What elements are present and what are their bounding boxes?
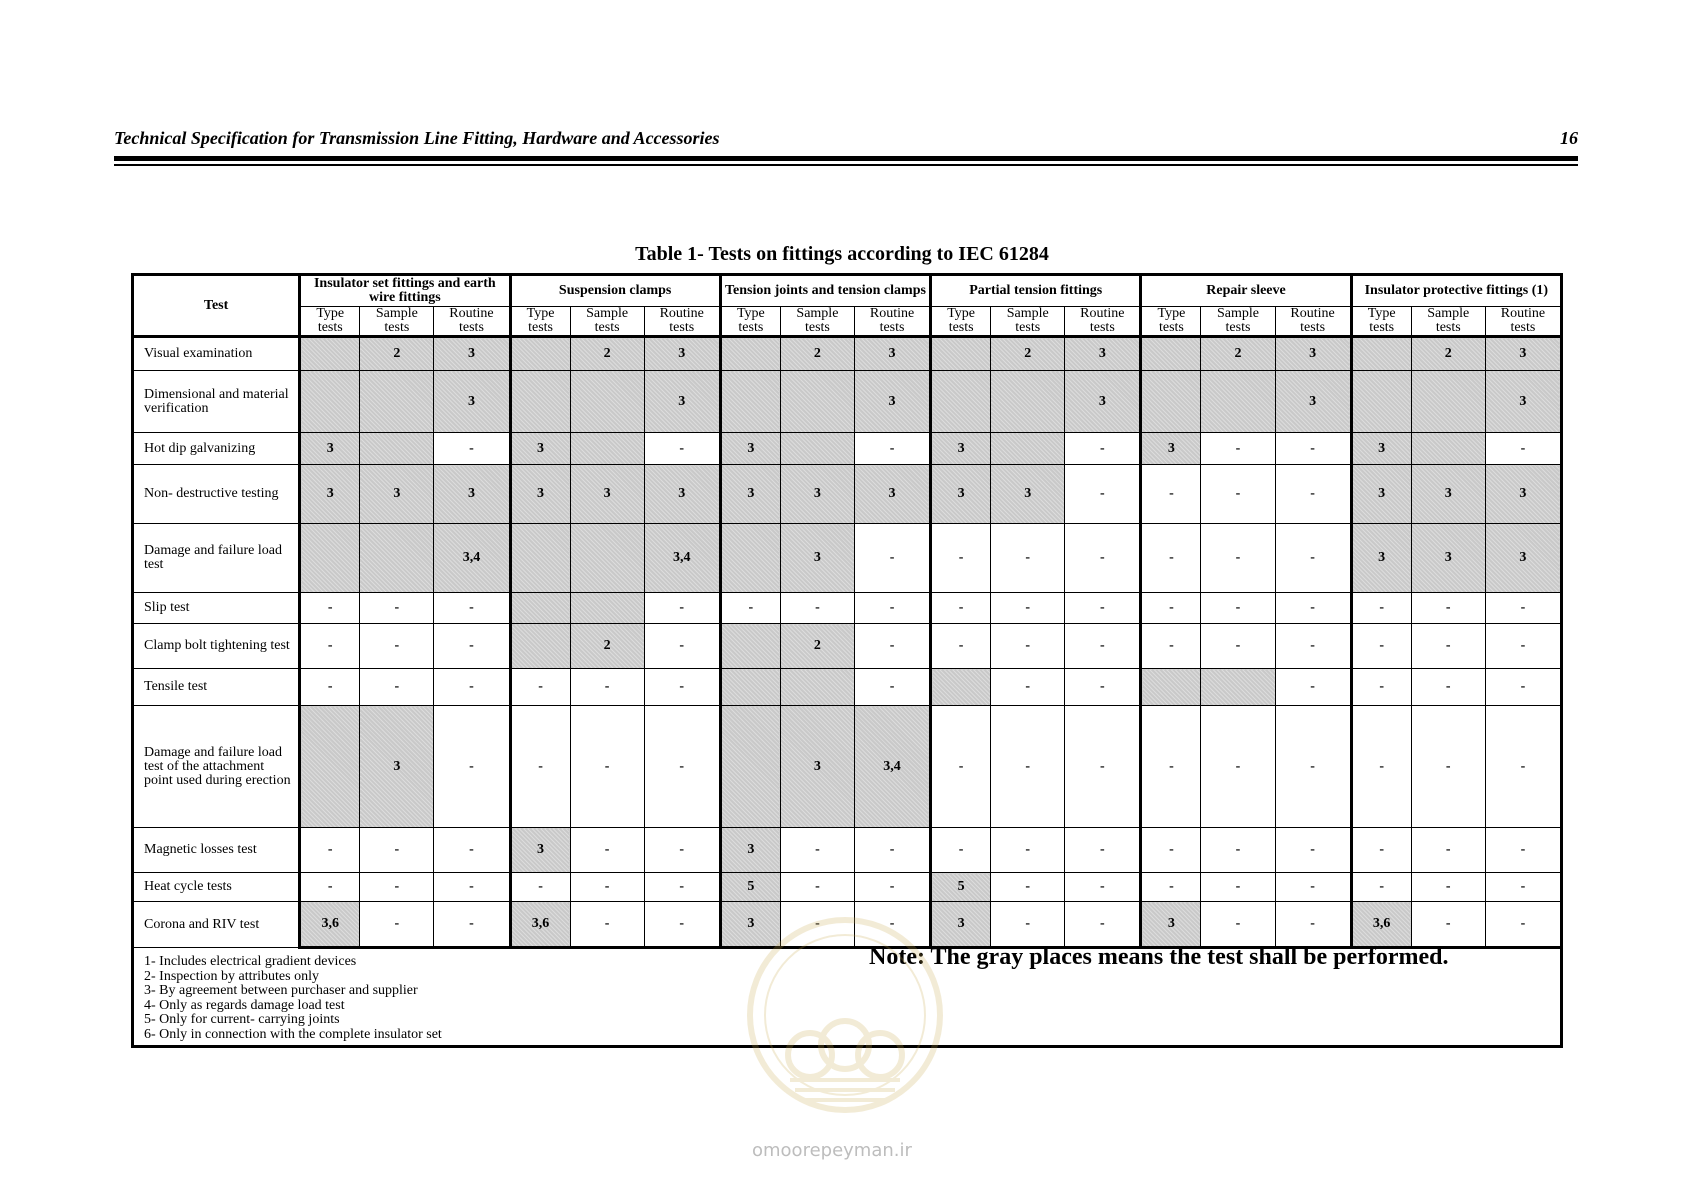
table-cell: -	[644, 593, 720, 624]
test-name: Damage and failure load test of the attachment point used during erection	[133, 706, 300, 828]
table-cell: -	[991, 873, 1065, 902]
table-cell	[780, 669, 854, 706]
table-cell: -	[300, 593, 360, 624]
table-cell: 2	[780, 624, 854, 669]
sub-header: Sample tests	[570, 307, 644, 337]
group-header: Repair sleeve	[1141, 275, 1351, 307]
sub-header: Routine tests	[1485, 307, 1561, 337]
table-cell: -	[1141, 873, 1201, 902]
table-cell: 3	[720, 465, 780, 524]
table-cell: 3	[570, 465, 644, 524]
table-cell: 2	[360, 337, 434, 371]
footnote: 4- Only as regards damage load test	[144, 997, 345, 1013]
table-cell: -	[1485, 624, 1561, 669]
table-cell: -	[931, 624, 991, 669]
table-cell: -	[1201, 828, 1275, 873]
table-cell: -	[1275, 624, 1351, 669]
table-cell: -	[1201, 524, 1275, 593]
table-cell: -	[1201, 873, 1275, 902]
table-cell: -	[1485, 669, 1561, 706]
table-cell: -	[1141, 593, 1201, 624]
table-cell: 3	[991, 465, 1065, 524]
table-cell: -	[991, 706, 1065, 828]
table-row	[133, 669, 1562, 706]
table-cell: -	[360, 669, 434, 706]
table-cell	[510, 624, 570, 669]
table-title: Table 1- Tests on fittings according to IEC 61284	[635, 243, 1049, 265]
table-cell: -	[1201, 902, 1275, 948]
table-cell: -	[360, 902, 434, 948]
table-cell: 3,4	[854, 706, 930, 828]
table-cell: 3	[1411, 524, 1485, 593]
table-cell	[360, 433, 434, 465]
table-cell: 3	[1485, 371, 1561, 433]
table-cell: 3	[1351, 524, 1411, 593]
table-cell: -	[854, 524, 930, 593]
table-cell: 3	[1351, 465, 1411, 524]
table-cell: 2	[570, 337, 644, 371]
table-cell: 3	[780, 524, 854, 593]
table-cell: 3	[300, 433, 360, 465]
table-cell: 3,4	[434, 524, 510, 593]
table-cell: 3	[1065, 337, 1141, 371]
table-cell: -	[1351, 873, 1411, 902]
table-cell	[1201, 371, 1275, 433]
gray-places-note: Note: The gray places means the test shall be performed.	[869, 947, 1449, 970]
table-cell: 3	[1485, 524, 1561, 593]
table-cell: -	[644, 902, 720, 948]
table-row	[133, 524, 1562, 593]
table-cell: -	[1411, 902, 1485, 948]
group-header: Partial tension fittings	[931, 275, 1141, 307]
table-cell: -	[1411, 873, 1485, 902]
table-cell: 2	[570, 624, 644, 669]
table-cell: 3	[931, 902, 991, 948]
table-cell: -	[434, 873, 510, 902]
table-cell	[931, 371, 991, 433]
table-cell: -	[991, 624, 1065, 669]
document-title: Technical Specification for Transmission Line Fitting, Hardware and Accessories	[114, 128, 720, 148]
table-cell: 3	[720, 433, 780, 465]
table-cell: -	[1065, 433, 1141, 465]
table-cell: -	[1275, 465, 1351, 524]
sub-header: Sample tests	[1411, 307, 1485, 337]
table-row	[133, 337, 1562, 371]
table-cell	[720, 337, 780, 371]
sub-header: Sample tests	[780, 307, 854, 337]
table-cell: 3	[1275, 371, 1351, 433]
table-cell	[570, 593, 644, 624]
table-cell	[780, 433, 854, 465]
table-cell: -	[510, 873, 570, 902]
table-cell: -	[1411, 706, 1485, 828]
table-cell	[510, 524, 570, 593]
table-cell: 5	[931, 873, 991, 902]
table-cell	[570, 524, 644, 593]
table-cell: 3,6	[510, 902, 570, 948]
table-cell: -	[1275, 902, 1351, 948]
test-name: Visual examination	[133, 337, 300, 371]
table-cell: -	[1065, 465, 1141, 524]
table-cell: 3	[510, 433, 570, 465]
footnote: 6- Only in connection with the complete insulator set	[144, 1026, 442, 1042]
table-cell: 3	[1141, 902, 1201, 948]
watermark-text: omoorepeyman.ir	[752, 1140, 912, 1161]
table-cell: 3	[854, 371, 930, 433]
table-cell: 3	[1485, 465, 1561, 524]
table-cell: 3	[931, 433, 991, 465]
table-cell: -	[1351, 669, 1411, 706]
table-cell: 3,6	[300, 902, 360, 948]
table-cell: -	[300, 624, 360, 669]
sub-header: Routine tests	[434, 307, 510, 337]
table-cell: -	[1065, 902, 1141, 948]
table-cell: -	[720, 593, 780, 624]
table-cell: 3	[644, 371, 720, 433]
table-cell	[300, 706, 360, 828]
table-cell: -	[1275, 828, 1351, 873]
table-cell: 2	[1201, 337, 1275, 371]
table-cell: -	[1141, 465, 1201, 524]
table-cell: -	[931, 828, 991, 873]
table-cell: -	[854, 669, 930, 706]
table-cell: 3,6	[1351, 902, 1411, 948]
table-cell: -	[360, 593, 434, 624]
sub-header: Type tests	[931, 307, 991, 337]
table-cell	[931, 337, 991, 371]
table-cell: 3	[644, 465, 720, 524]
table-cell: -	[854, 828, 930, 873]
table-cell	[300, 524, 360, 593]
table-row	[133, 371, 1562, 433]
sub-header: Type tests	[1351, 307, 1411, 337]
table-cell: -	[780, 593, 854, 624]
table-cell: -	[360, 828, 434, 873]
test-column-header: Test	[133, 275, 300, 337]
table-row	[133, 465, 1562, 524]
sub-header: Type tests	[300, 307, 360, 337]
table-cell: -	[434, 669, 510, 706]
table-cell: -	[1201, 624, 1275, 669]
table-cell: -	[931, 593, 991, 624]
table-cell: -	[780, 902, 854, 948]
table-cell: -	[854, 902, 930, 948]
table-cell: -	[1351, 828, 1411, 873]
table-cell: -	[1275, 706, 1351, 828]
table-cell: -	[360, 873, 434, 902]
table-row	[133, 624, 1562, 669]
table-cell: -	[644, 828, 720, 873]
table-cell: -	[991, 524, 1065, 593]
table-cell: -	[854, 624, 930, 669]
table-cell: -	[1485, 593, 1561, 624]
table-cell: -	[1275, 873, 1351, 902]
table-cell: 3	[360, 465, 434, 524]
table-cell	[1351, 371, 1411, 433]
table-cell	[1141, 669, 1201, 706]
table-cell: 3	[434, 465, 510, 524]
table-cell: -	[1485, 706, 1561, 828]
test-name: Tensile test	[133, 669, 300, 706]
table-row	[133, 706, 1562, 828]
table-cell: -	[1065, 669, 1141, 706]
table-cell: 3	[1411, 465, 1485, 524]
table-cell: 3	[720, 902, 780, 948]
table-cell: -	[1351, 624, 1411, 669]
table-row	[133, 593, 1562, 624]
sub-header: Routine tests	[1275, 307, 1351, 337]
table-cell	[991, 433, 1065, 465]
table-cell: -	[1411, 624, 1485, 669]
table-cell: -	[644, 624, 720, 669]
table-cell: -	[434, 706, 510, 828]
table-cell: -	[644, 433, 720, 465]
table-cell: -	[1275, 669, 1351, 706]
table-cell: -	[434, 433, 510, 465]
table-cell: -	[1411, 669, 1485, 706]
table-cell: -	[1275, 593, 1351, 624]
table-cell: 2	[991, 337, 1065, 371]
table-cell: -	[434, 624, 510, 669]
sub-header: Routine tests	[854, 307, 930, 337]
table-cell: -	[360, 624, 434, 669]
table-cell: 3	[1351, 433, 1411, 465]
table-row	[133, 828, 1562, 873]
table-cell	[510, 337, 570, 371]
table-cell: 2	[1411, 337, 1485, 371]
test-name: Damage and failure load test	[133, 524, 300, 593]
table-cell: -	[1065, 624, 1141, 669]
table-cell	[1201, 669, 1275, 706]
group-header: Suspension clamps	[510, 275, 720, 307]
table-cell: -	[434, 828, 510, 873]
table-cell: -	[991, 828, 1065, 873]
table-cell: -	[1201, 593, 1275, 624]
table-cell	[360, 371, 434, 433]
table-cell: -	[931, 524, 991, 593]
table-cell: -	[1201, 465, 1275, 524]
table-cell: 3,4	[644, 524, 720, 593]
table-cell: -	[300, 828, 360, 873]
table-cell: -	[854, 593, 930, 624]
sub-header: Routine tests	[644, 307, 720, 337]
table-cell: -	[1141, 828, 1201, 873]
table-cell: -	[570, 669, 644, 706]
table-cell: -	[434, 902, 510, 948]
table-cell: -	[1141, 524, 1201, 593]
table-cell: 3	[780, 465, 854, 524]
footnote: 5- Only for current- carrying joints	[144, 1012, 340, 1028]
table-cell: -	[1065, 873, 1141, 902]
table-cell: -	[1201, 706, 1275, 828]
table-cell: -	[1485, 828, 1561, 873]
table-cell	[1141, 371, 1201, 433]
group-header: Insulator protective fittings (1)	[1351, 275, 1561, 307]
table-cell	[720, 706, 780, 828]
table-cell: -	[644, 873, 720, 902]
footnote: 3- By agreement between purchaser and supplier	[144, 983, 418, 999]
table-cell: 3	[644, 337, 720, 371]
test-name: Dimensional and material verification	[133, 371, 300, 433]
table-cell: -	[300, 873, 360, 902]
page-header	[114, 128, 1578, 150]
test-name: Non- destructive testing	[133, 465, 300, 524]
table-cell: -	[570, 902, 644, 948]
test-name: Slip test	[133, 593, 300, 624]
table-cell: -	[991, 593, 1065, 624]
table-cell	[1141, 337, 1201, 371]
table-cell: 3	[1485, 337, 1561, 371]
table-cell: -	[780, 873, 854, 902]
table-cell	[720, 524, 780, 593]
table-cell: -	[644, 706, 720, 828]
table-cell: -	[434, 593, 510, 624]
table-cell: 2	[780, 337, 854, 371]
table-cell	[360, 524, 434, 593]
table-cell: -	[1141, 624, 1201, 669]
table-cell: -	[1411, 828, 1485, 873]
table-cell: -	[570, 873, 644, 902]
table-cell: 5	[720, 873, 780, 902]
table-cell: -	[570, 828, 644, 873]
table-cell: -	[1485, 873, 1561, 902]
table-cell: -	[644, 669, 720, 706]
test-name: Magnetic losses test	[133, 828, 300, 873]
table-cell	[931, 669, 991, 706]
table-cell	[991, 371, 1065, 433]
table-cell: 3	[1141, 433, 1201, 465]
table-cell	[300, 371, 360, 433]
table-cell: -	[1351, 593, 1411, 624]
table-row	[133, 433, 1562, 465]
table-cell: -	[510, 706, 570, 828]
table-cell: -	[1351, 706, 1411, 828]
table-cell: 3	[434, 337, 510, 371]
page-number: 16	[1560, 128, 1578, 148]
table-cell	[720, 624, 780, 669]
table-cell	[780, 371, 854, 433]
sub-header: Sample tests	[360, 307, 434, 337]
sub-header: Sample tests	[991, 307, 1065, 337]
table-cell	[510, 371, 570, 433]
table-cell: -	[1065, 828, 1141, 873]
table-cell: -	[1065, 706, 1141, 828]
group-header: Insulator set fittings and earth wire fittings	[300, 275, 510, 307]
table-cell: -	[1141, 706, 1201, 828]
footnote: 2- Inspection by attributes only	[144, 968, 319, 984]
table-cell: 3	[854, 465, 930, 524]
table-cell	[570, 371, 644, 433]
table-cell	[1351, 337, 1411, 371]
table-cell: -	[780, 828, 854, 873]
table-cell: -	[1201, 433, 1275, 465]
table-cell: -	[1411, 593, 1485, 624]
table-cell	[1411, 371, 1485, 433]
sub-header: Type tests	[1141, 307, 1201, 337]
table-cell: -	[991, 902, 1065, 948]
table-cell	[570, 433, 644, 465]
table-cell: -	[1485, 902, 1561, 948]
table-cell: -	[570, 706, 644, 828]
table-cell: 3	[1275, 337, 1351, 371]
footnote: 1- Includes electrical gradient devices	[144, 954, 357, 969]
table-cell: 3	[434, 371, 510, 433]
table-cell: -	[854, 433, 930, 465]
watermark-seal	[740, 905, 950, 1155]
table-cell: 3	[510, 465, 570, 524]
table-cell: -	[854, 873, 930, 902]
sub-header: Type tests	[510, 307, 570, 337]
sub-header-row	[133, 307, 1562, 337]
table-cell: 3	[300, 465, 360, 524]
table-row	[133, 873, 1562, 902]
table-cell: 3	[780, 706, 854, 828]
table-cell: 3	[931, 465, 991, 524]
table-cell: -	[1275, 524, 1351, 593]
table-cell: -	[1065, 524, 1141, 593]
group-header: Tension joints and tension clamps	[720, 275, 930, 307]
sub-header: Sample tests	[1201, 307, 1275, 337]
table-cell	[720, 371, 780, 433]
test-name: Clamp bolt tightening test	[133, 624, 300, 669]
table-cell: 3	[1065, 371, 1141, 433]
table-cell	[720, 669, 780, 706]
table-cell: 3	[720, 828, 780, 873]
table-cell	[1411, 433, 1485, 465]
table-cell	[510, 593, 570, 624]
table-cell: -	[1485, 433, 1561, 465]
table-cell: -	[931, 706, 991, 828]
table-cell: -	[1065, 593, 1141, 624]
test-name: Corona and RIV test	[133, 902, 300, 948]
table-cell: -	[991, 669, 1065, 706]
table-cell: 3	[360, 706, 434, 828]
header-rule-thick	[114, 156, 1578, 161]
sub-header: Routine tests	[1065, 307, 1141, 337]
table-cell: 3	[510, 828, 570, 873]
sub-header: Type tests	[720, 307, 780, 337]
test-name: Heat cycle tests	[133, 873, 300, 902]
table-cell: 3	[854, 337, 930, 371]
table-cell: -	[300, 669, 360, 706]
table-cell: -	[1275, 433, 1351, 465]
test-name: Hot dip galvanizing	[133, 433, 300, 465]
header-rule-thin	[114, 164, 1578, 166]
group-header-row	[133, 275, 1562, 307]
table-cell: -	[510, 669, 570, 706]
table-cell	[300, 337, 360, 371]
